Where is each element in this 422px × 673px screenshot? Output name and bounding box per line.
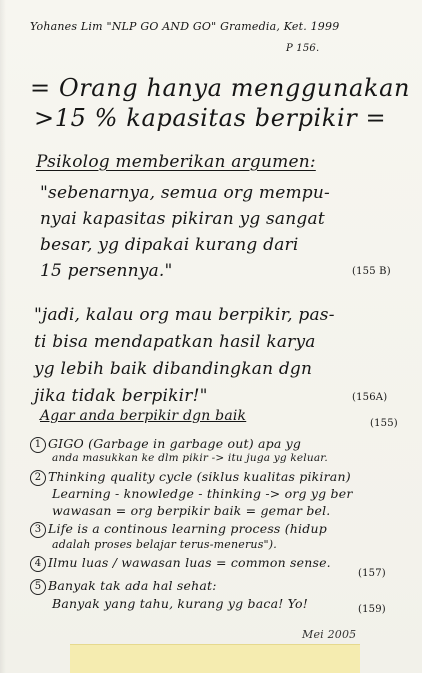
tip-1-line-2: anda masukkan ke dlm pikir -> itu juga yg keluar.: [52, 452, 328, 464]
book-citation: Yohanes Lim "NLP GO AND GO" Gramedia, Ket. 1999: [30, 20, 340, 33]
date-note: Mei 2005: [302, 628, 357, 641]
tips-heading: Agar anda berpikir dgn baik: [40, 408, 247, 424]
page-edge-shadow: [0, 0, 6, 673]
quote2-line-2: ti bisa mendapatkan hasil karya: [34, 332, 316, 352]
quote1-line-3: besar, yg dipakai kurang dari: [40, 235, 299, 255]
tip-2-number: 2: [30, 470, 46, 486]
quote2-reference: (156A): [352, 392, 388, 403]
tip-3-line-1: 3 Life is a continous learning process (hidup: [30, 521, 327, 538]
tip-5-number: 5: [30, 579, 46, 595]
tip-3-number: 3: [30, 522, 46, 538]
quote2-line-3: yg lebih baik dibandingkan dgn: [34, 359, 313, 379]
headline-line-1: = Orang hanya menggunakan: [30, 74, 411, 102]
tip-1-line-1: 1 GIGO (Garbage in garbage out) apa yg: [30, 436, 301, 453]
tip-3-line-2: adalah proses belajar terus-menerus").: [52, 538, 277, 551]
quote2-line-4: jika tidak berpikir!": [34, 386, 208, 406]
tip-2-line-3: wawasan = org berpikir baik = gemar bel.: [52, 503, 331, 518]
quote1-line-2: nyai kapasitas pikiran yg sangat: [40, 209, 325, 229]
quote1-line-1: "sebenarnya, semua org mempu-: [40, 183, 330, 203]
tip-5-line-1: 5 Banyak tak ada hal sehat:: [30, 578, 217, 595]
tip-1-number: 1: [30, 437, 46, 453]
tip-5-reference: (159): [358, 604, 386, 615]
citation-page-number: P 156.: [286, 43, 320, 54]
intro-line: Psikolog memberikan argumen:: [36, 152, 316, 172]
tip-5-line-2: Banyak yang tahu, kurang yg baca! Yo!: [52, 596, 308, 611]
tip-2-line-2: Learning - knowledge - thinking -> org yg ber: [52, 486, 353, 501]
quote2-line-1: "jadi, kalau org mau berpikir, pas-: [34, 305, 335, 325]
tip-4-number: 4: [30, 556, 46, 572]
headline-line-2: >15 % kapasitas berpikir =: [34, 104, 387, 132]
tip-4-line-1: 4 Ilmu luas / wawasan luas = common sense.: [30, 555, 331, 572]
quote1-reference: (155 B): [352, 266, 391, 277]
tip-4-reference: (157): [358, 568, 386, 579]
sticky-note: [70, 644, 360, 673]
quote1-line-4: 15 persennya.": [40, 261, 173, 281]
tips-reference: (155): [370, 418, 398, 429]
tip-2-line-1: 2 Thinking quality cycle (siklus kualitas pikiran): [30, 469, 351, 486]
